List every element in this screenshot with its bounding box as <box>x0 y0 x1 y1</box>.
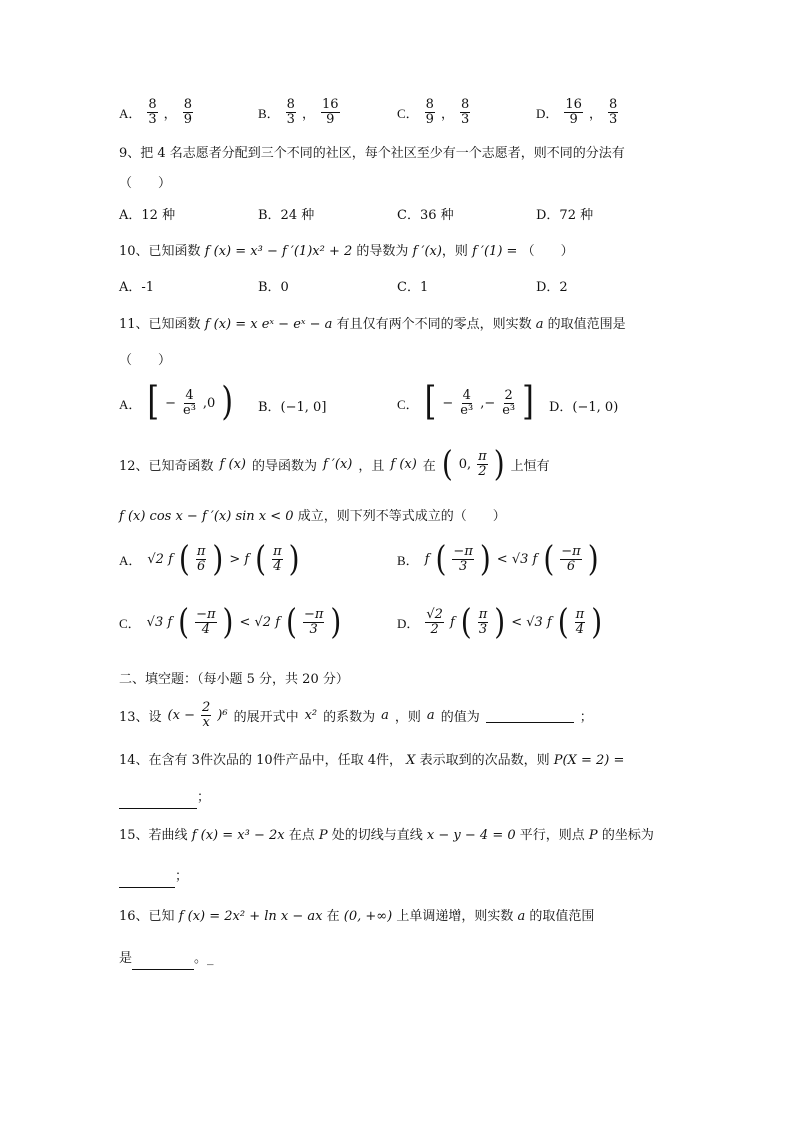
q10-option-c[interactable]: C．1 <box>397 280 429 295</box>
q8-option-b[interactable] <box>258 98 340 126</box>
q13-var: a <box>381 707 389 723</box>
comma: ， <box>440 106 454 122</box>
q8-option-d[interactable] <box>536 98 618 126</box>
q16-end: 。_ <box>194 951 214 966</box>
option-label: C． <box>397 105 419 121</box>
q11-var: a <box>535 317 544 332</box>
relation: < √3 f <box>496 551 538 567</box>
q13-expr-post: )⁶ <box>217 707 228 723</box>
q13-expr-pre: (x − <box>167 707 195 723</box>
q10-answer-paren: （ ） <box>521 244 574 259</box>
q11-stem <box>119 314 626 336</box>
q12-tail: 上恒有 <box>510 458 550 474</box>
q10-ask: f ′(1) = <box>472 244 518 259</box>
q11-suffix: 有且仅有两个不同的零点，则实数 <box>336 317 532 332</box>
q14-end: ； <box>197 790 211 805</box>
option-label: C． <box>397 396 419 412</box>
right-paren: ) <box>330 600 342 643</box>
fraction: $\frac{\pi}{3}$ <box>478 607 488 637</box>
q15-stem <box>119 825 654 847</box>
right-paren: ) <box>222 600 234 643</box>
fraction: $\frac{16}{9}$ <box>565 97 582 127</box>
left-bracket: [ <box>424 379 437 426</box>
q15-mid2: 处的切线与直线 <box>331 828 423 843</box>
right-paren: ) <box>221 379 234 426</box>
q8-option-a[interactable] <box>119 98 193 126</box>
fraction: $\frac{-\pi}{4}$ <box>196 607 216 637</box>
q9-answer-paren: （ ） <box>119 176 172 191</box>
q10-option-a[interactable]: A．-1 <box>119 280 155 295</box>
relation: > f <box>229 551 250 567</box>
q12-mid2: ，且 <box>358 458 385 474</box>
q13-term: x² <box>304 707 318 723</box>
interval-end: ,0 <box>202 395 216 411</box>
fraction: $\frac{4}{\text{e³}}$ <box>183 387 196 418</box>
q12-dfx: f ′(x) <box>322 456 353 472</box>
option-label: D． <box>397 615 420 631</box>
q10-function: f (x) = x³ − f ′(1)x² + 2 <box>204 244 353 259</box>
right-paren: ) <box>479 537 491 580</box>
q12-cond-tail: 成立，则下列不等式成立的（ ） <box>297 509 506 524</box>
fraction: $\frac{\pi}{4}$ <box>575 607 585 637</box>
q14-stem <box>119 750 624 772</box>
q14-X: X <box>406 753 416 768</box>
q15-mid3: 平行，则点 <box>519 828 585 843</box>
q12-option-d[interactable] <box>397 600 603 643</box>
q10-then: ，则 <box>441 244 468 259</box>
q9-option-d[interactable]: D．72 种 <box>536 208 594 223</box>
q12-option-a[interactable] <box>119 537 300 580</box>
fraction: $\frac{8}{3}$ <box>460 97 470 127</box>
fraction: $\frac{8}{3}$ <box>286 97 295 127</box>
fraction: $\frac{8}{3}$ <box>608 97 618 127</box>
q14-answer-line <box>119 787 210 809</box>
minus: − <box>165 395 177 411</box>
option-label: A． <box>119 105 142 121</box>
fraction: $\frac{\pi}{6}$ <box>196 544 206 574</box>
q10-prefix: 10、已知函数 <box>119 244 201 259</box>
q16-in: 在 <box>326 909 340 924</box>
left-paren: ( <box>557 600 569 643</box>
q12-in: 在 <box>422 458 436 474</box>
q16-interval: (0, +∞) <box>343 909 393 924</box>
q11-option-d[interactable]: D．(−1, 0) <box>549 400 619 415</box>
option-label: B． <box>397 552 419 568</box>
answer-blank[interactable] <box>119 794 197 809</box>
q13-end: ； <box>579 709 593 725</box>
zero: 0, <box>458 456 472 472</box>
left-paren: ( <box>178 600 190 643</box>
q12-condition <box>119 506 506 528</box>
fraction: $\frac{-\pi}{6}$ <box>561 544 581 574</box>
right-paren: ) <box>212 537 224 580</box>
q16-var: a <box>517 909 526 924</box>
comma: ， <box>301 106 315 122</box>
fraction: $\frac{2}{\text{e³}}$ <box>502 387 516 418</box>
q11-option-a[interactable] <box>119 379 234 426</box>
fraction: $\frac{4}{\text{e³}}$ <box>460 387 474 418</box>
q11-option-c[interactable] <box>397 379 534 426</box>
q16-tail: 的取值范围 <box>529 909 595 924</box>
comma: ， <box>163 106 177 122</box>
answer-blank[interactable] <box>486 708 574 723</box>
lhs: f <box>424 551 430 567</box>
fraction: $\frac{-\pi}{3}$ <box>453 544 473 574</box>
q10-option-d[interactable]: D．2 <box>536 280 568 295</box>
option-label: C． <box>119 615 141 631</box>
fraction: $\frac{√2}{2}$ <box>426 607 443 637</box>
option-label: B． <box>258 105 280 121</box>
answer-blank[interactable] <box>132 955 194 970</box>
fraction: $\frac{-\pi}{3}$ <box>303 607 324 637</box>
q16-prefix: 16、已知 <box>119 909 175 924</box>
q12-fx: f (x) <box>219 456 246 472</box>
option-label: A． <box>119 552 142 568</box>
q11-option-b[interactable]: B．(−1, 0] <box>258 400 327 415</box>
comma: ,− <box>480 395 496 411</box>
fraction: $\frac{16}{9}$ <box>321 97 339 127</box>
q13-mid: 的展开式中 <box>233 709 299 725</box>
q9-option-c[interactable]: C．36 种 <box>397 208 454 223</box>
q14-text1: 14、在含有 3件次品的 10件产品中，任取 4件， <box>119 753 403 768</box>
q12-option-c[interactable] <box>119 600 342 643</box>
fraction: $\frac{8}{3}$ <box>148 97 157 127</box>
left-paren: ( <box>255 537 267 580</box>
q10-derivative: f ′(x) <box>412 244 442 259</box>
q13-mid3: ，则 <box>394 709 421 725</box>
left-paren: ( <box>460 600 472 643</box>
q11-tail: 的取值范围是 <box>547 317 626 332</box>
q16-function: f (x) = 2x² + ln x − ax <box>178 909 323 924</box>
q15-function: f (x) = x³ − 2x <box>191 828 285 843</box>
option-label: A． <box>119 396 142 412</box>
q12-cond: f (x) cos x − f ′(x) sin x < 0 <box>119 509 294 524</box>
q15-answer-line <box>119 866 188 888</box>
left-paren: ( <box>435 537 447 580</box>
section-heading-fill-in: 二、填空题：（每小题 5 分，共 20 分） <box>119 672 349 687</box>
q10-stem <box>119 241 574 263</box>
q15-tail: 的坐标为 <box>601 828 654 843</box>
lhs: √2 f <box>147 551 173 567</box>
q13-stem <box>119 701 593 729</box>
q9-stem: 9、把 4 名志愿者分配到三个不同的社区，每个社区至少有一个志愿者，则不同的分法有 <box>119 146 625 161</box>
minus: − <box>442 395 454 411</box>
q9-option-b[interactable]: B．24 种 <box>258 208 315 223</box>
q8-option-c[interactable] <box>397 98 470 126</box>
q16-mid: 上单调递增，则实数 <box>396 909 514 924</box>
fraction: $\frac{2}{x}$ <box>201 700 211 730</box>
q15-end: ； <box>175 869 189 884</box>
relation: < √3 f <box>511 614 552 630</box>
left-bracket: [ <box>147 379 160 426</box>
comma: ， <box>588 106 602 122</box>
q12-fx2: f (x) <box>390 456 417 472</box>
q10-option-b[interactable]: B．0 <box>258 280 289 295</box>
relation: < √2 f <box>239 614 281 630</box>
q12-mid: 的导函数为 <box>251 458 317 474</box>
right-paren: ) <box>591 600 603 643</box>
left-paren: ( <box>178 537 190 580</box>
q12-prefix: 12、已知奇函数 <box>119 458 214 474</box>
q11-prefix: 11、已知函数 <box>119 317 201 332</box>
q11-answer-paren: （ ） <box>119 353 172 368</box>
q14-expr: P(X = 2) = <box>553 753 625 768</box>
q13-mid2: 的系数为 <box>323 709 376 725</box>
lhs: √3 f <box>146 614 173 630</box>
left-paren: ( <box>543 537 555 580</box>
q14-text2: 表示取到的次品数，则 <box>419 753 550 768</box>
q15-P: P <box>318 828 328 843</box>
left-paren: ( <box>286 600 297 643</box>
q12-stem <box>119 442 550 485</box>
answer-blank[interactable] <box>119 873 175 888</box>
right-paren: ) <box>494 600 506 643</box>
lhs: f <box>449 614 455 630</box>
q10-mid: 的导数为 <box>356 244 409 259</box>
q12-option-b[interactable] <box>397 537 599 580</box>
q13-prefix: 13、设 <box>119 709 162 725</box>
q16-stem <box>119 906 594 928</box>
right-paren: ) <box>587 537 599 580</box>
fraction: $\frac{\pi}{2}$ <box>478 449 487 479</box>
right-paren: ) <box>493 442 505 485</box>
option-label: D． <box>536 105 559 121</box>
q16-line2: 是 <box>119 951 133 966</box>
fraction: $\frac{8}{9}$ <box>425 97 434 127</box>
q13-tail: 的值为 <box>440 709 480 725</box>
q15-P2: P <box>588 828 598 843</box>
right-bracket: ] <box>522 379 534 426</box>
q15-prefix: 15、若曲线 <box>119 828 188 843</box>
q13-var2: a <box>426 707 435 723</box>
q16-answer-line <box>119 948 214 970</box>
q9-option-a[interactable]: A．12 种 <box>119 208 176 223</box>
fraction: $\frac{\pi}{4}$ <box>273 544 282 574</box>
q15-mid: 在点 <box>288 828 315 843</box>
fraction: $\frac{8}{9}$ <box>183 97 192 127</box>
q15-line: x − y − 4 = 0 <box>426 828 516 843</box>
q11-function: f (x) = x eˣ − eˣ − a <box>204 317 333 332</box>
right-paren: ) <box>288 537 300 580</box>
left-paren: ( <box>441 442 453 485</box>
